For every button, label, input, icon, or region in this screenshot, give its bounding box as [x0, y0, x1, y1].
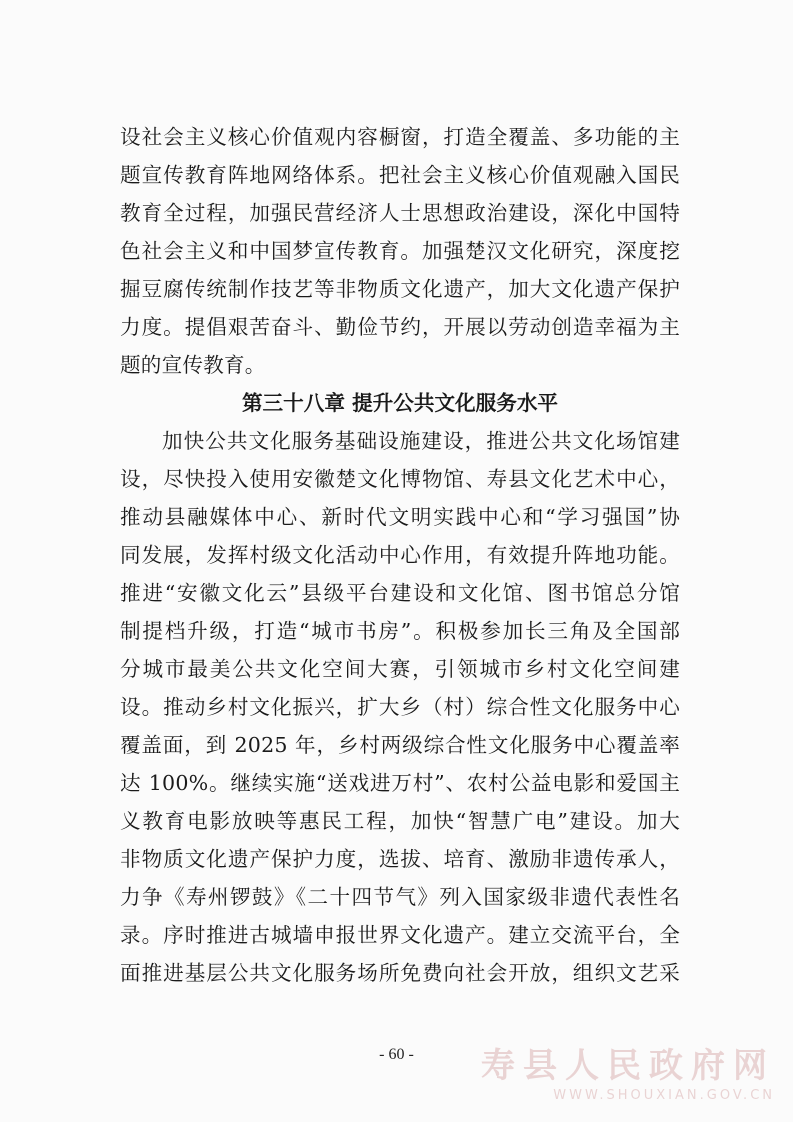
text-line: 推进“安徽文化云”县级平台建设和文化馆、图书馆总分馆 — [120, 581, 680, 605]
text-line: 掘豆腐传统制作技艺等非物质文化遗产，加大文化遗产保护 — [120, 277, 680, 301]
text-line: 设。推动乡村文化振兴，扩大乡（村）综合性文化服务中心 — [120, 695, 680, 719]
text-line: 面推进基层公共文化服务场所免费向社会开放，组织文艺采 — [120, 961, 680, 985]
text-line: 力争《寿州锣鼓》《二十四节气》列入国家级非遗代表性名 — [120, 885, 680, 909]
page-number: - 60 - — [379, 1046, 414, 1063]
text-line: 题的宣传教育。 — [120, 353, 266, 377]
text-line: 同发展，发挥村级文化活动中心作用，有效提升阵地功能。 — [120, 543, 680, 567]
text-line: 覆盖面，到 2025 年，乡村两级综合性文化服务中心覆盖率 — [120, 733, 680, 757]
text-line: 达 100%。继续实施“送戏进万村”、农村公益电影和爱国主 — [120, 771, 680, 795]
text-line: 推动县融媒体中心、新时代文明实践中心和“学习强国”协 — [120, 505, 680, 529]
text-line: 分城市最美公共文化空间大赛，引领城市乡村文化空间建 — [120, 657, 680, 681]
text-line: 设，尽快投入使用安徽楚文化博物馆、寿县文化艺术中心， — [120, 467, 680, 491]
text-line: 题宣传教育阵地网络体系。把社会主义核心价值观融入国民 — [120, 163, 680, 187]
watermark-url: WWW.SHOUXIAN.GOV.CN — [553, 1088, 775, 1103]
text-line: 录。序时推进古城墙申报世界文化遗产。建立交流平台，全 — [120, 923, 680, 947]
body-text — [120, 118, 680, 992]
text-line: 加快公共文化服务基础设施建设，推进公共文化场馆建 — [162, 429, 680, 453]
text-line: 力度。提倡艰苦奋斗、勤俭节约，开展以劳动创造幸福为主 — [120, 315, 680, 339]
text-line: 制提档升级，打造“城市书房”。积极参加长三角及全国部 — [120, 619, 680, 643]
text-line: 色社会主义和中国梦宣传教育。加强楚汉文化研究，深度挖 — [120, 239, 680, 263]
site-watermark — [481, 1046, 775, 1106]
paragraph-continued — [120, 118, 680, 384]
text-line: 设社会主义核心价值观内容橱窗，打造全覆盖、多功能的主 — [120, 125, 680, 149]
text-line: 义教育电影放映等惠民工程，加快“智慧广电”建设。加大 — [120, 809, 680, 833]
text-line: 教育全过程，加强民营经济人士思想政治建设，深化中国特 — [120, 201, 680, 225]
chapter-heading: 第三十八章 提升公共文化服务水平 — [241, 391, 559, 415]
paragraph-public-culture — [120, 422, 680, 992]
text-line: 非物质文化遗产保护力度，选拔、培育、激励非遗传承人， — [120, 847, 680, 871]
watermark-title: 寿县人民政府网 — [481, 1046, 775, 1086]
